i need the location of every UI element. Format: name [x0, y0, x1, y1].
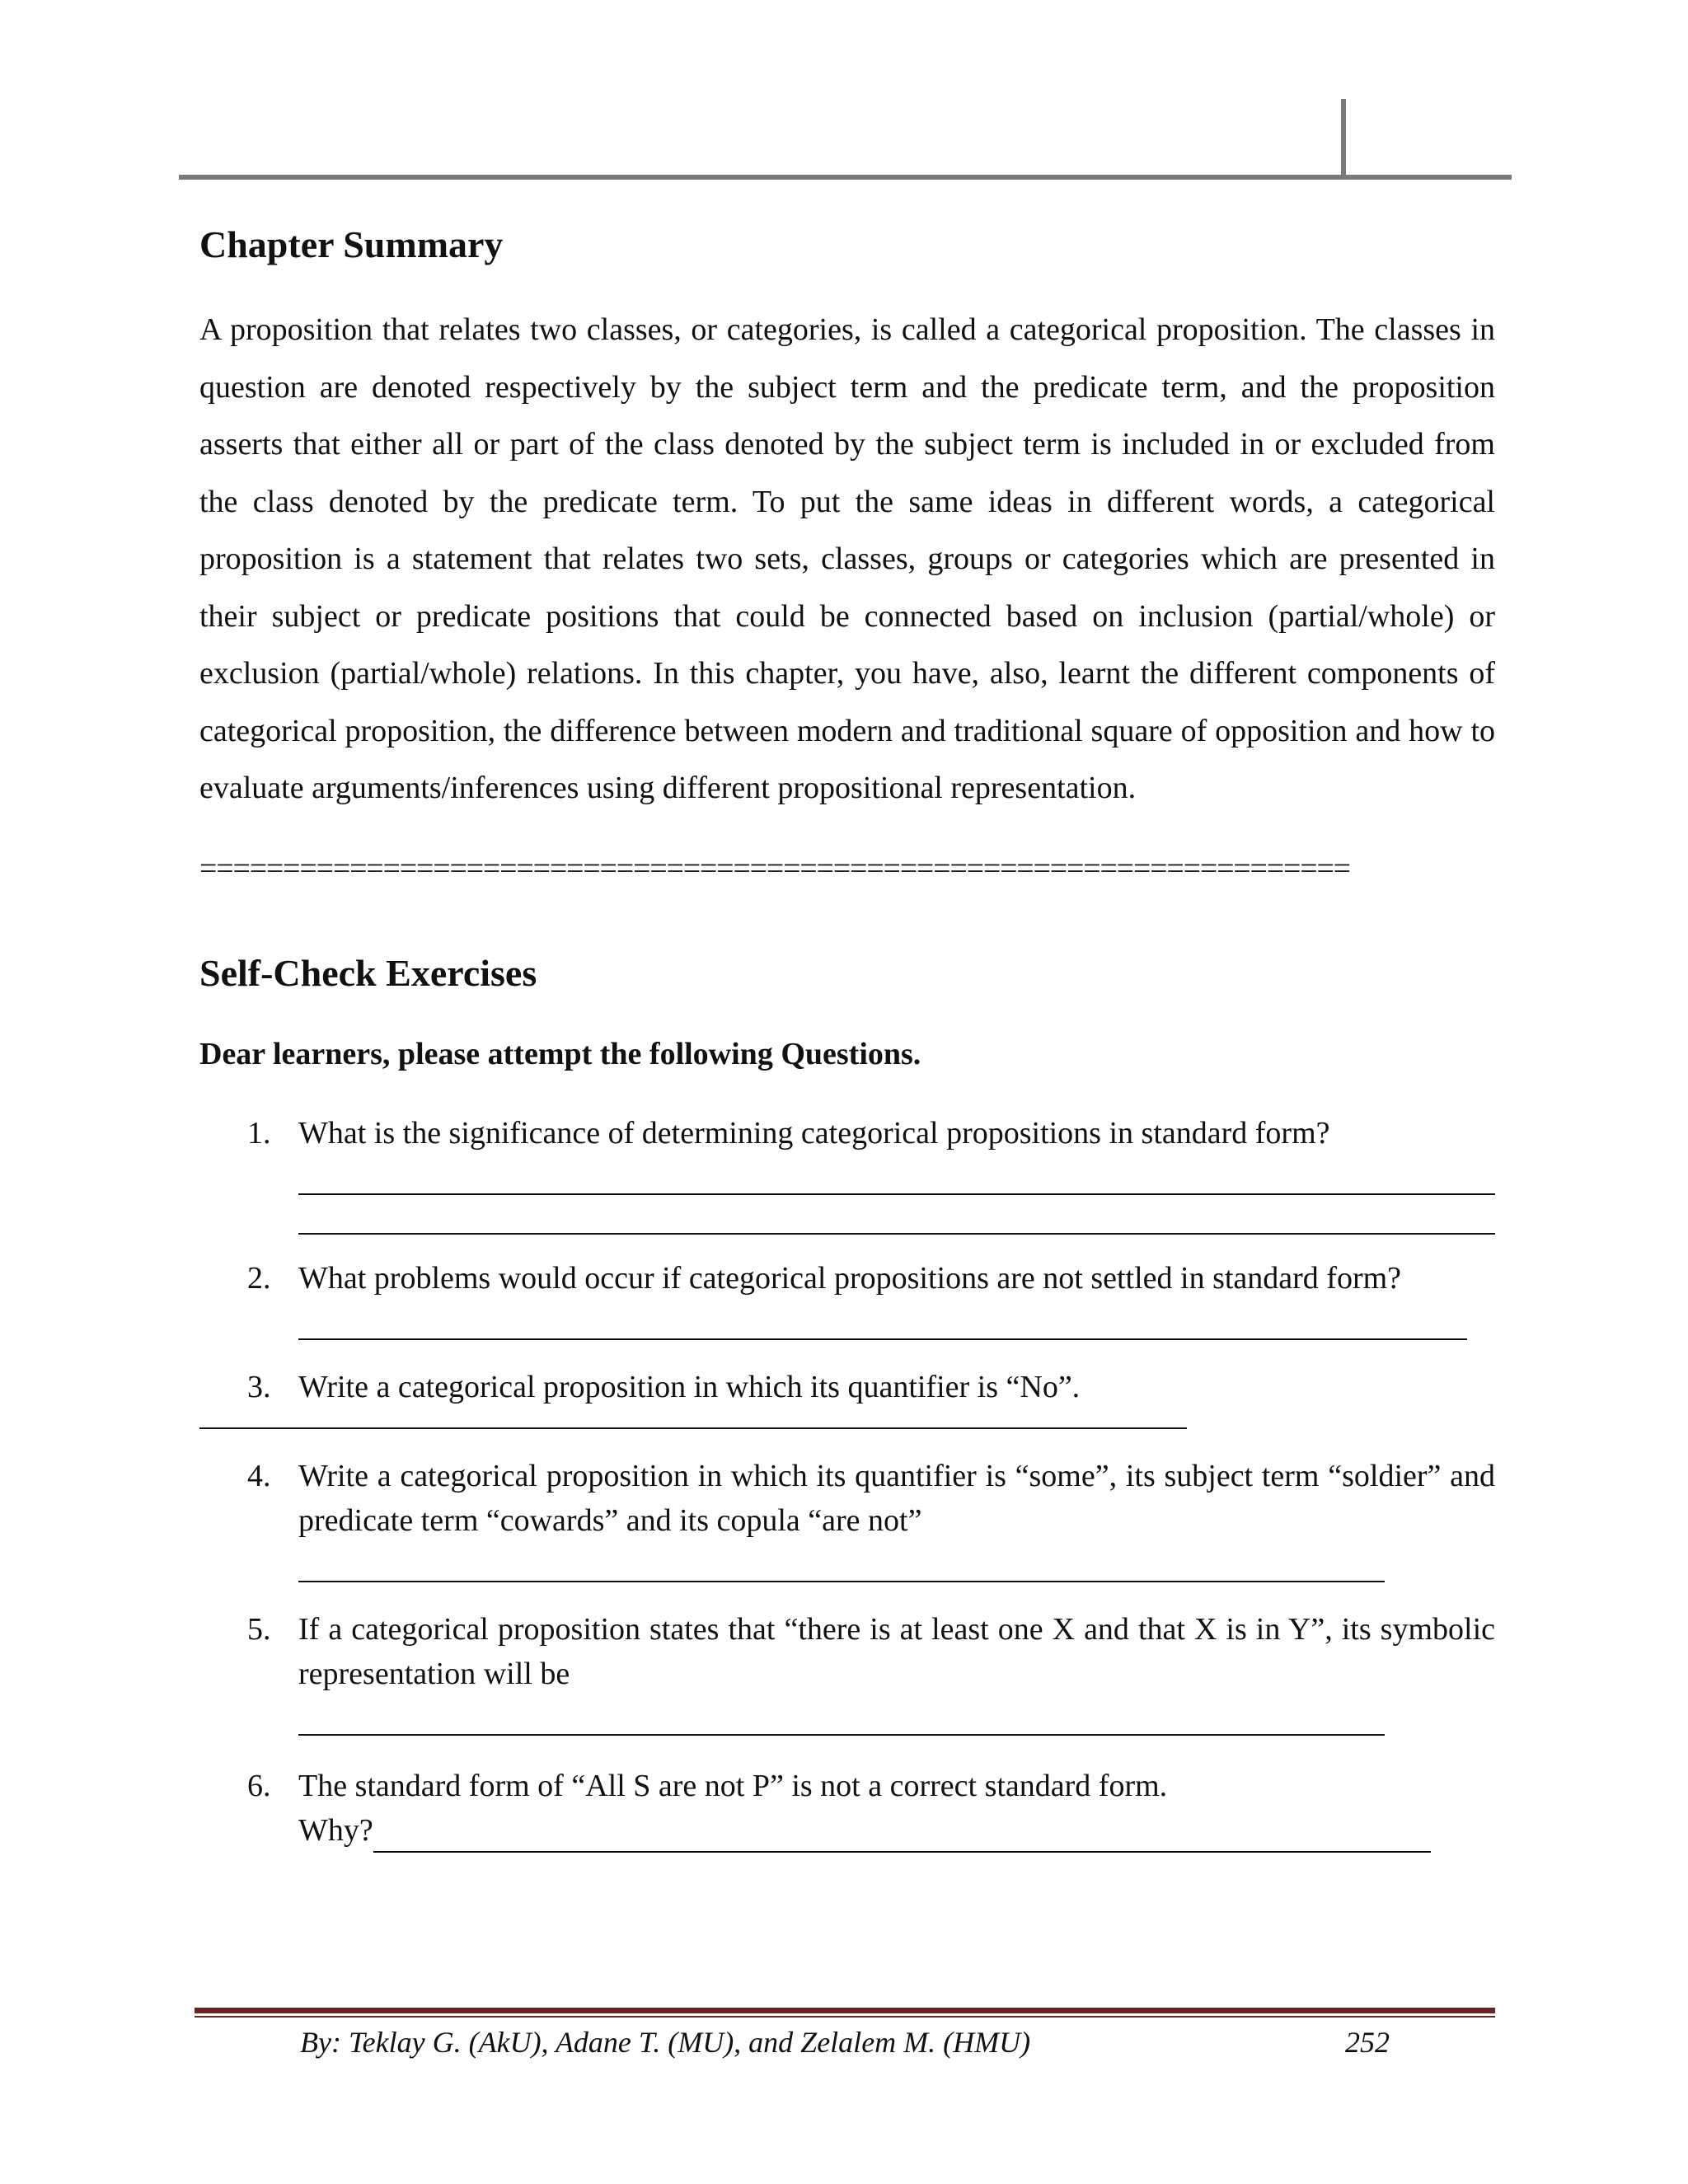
question-5	[199, 1607, 1495, 1736]
question-text: Write a categorical proposition in which its quantifier is “No”.	[298, 1369, 1081, 1404]
footer-rule-thin	[195, 2016, 1495, 2018]
question-number: 1.	[247, 1115, 271, 1151]
why-row	[298, 1808, 1495, 1853]
page-number: 252	[1345, 2026, 1390, 2059]
why-label: Why?	[298, 1812, 373, 1848]
question-text: The standard form of “All S are not P” is not a correct standard form.	[298, 1768, 1168, 1803]
footer-authors: By: Teklay G. (AkU), Adane T. (MU), and Zelalem M. (HMU)	[300, 2026, 1031, 2059]
question-2	[199, 1256, 1495, 1340]
question-number: 2.	[247, 1260, 271, 1296]
answer-line[interactable]	[298, 1543, 1385, 1582]
separator-line: =====================================================================	[199, 851, 1350, 885]
answer-line[interactable]	[298, 1195, 1495, 1235]
question-text: What is the significance of determining categorical propositions in standard form?	[298, 1115, 1330, 1151]
answer-line[interactable]	[298, 1155, 1495, 1195]
answer-line[interactable]	[298, 1301, 1467, 1340]
answer-line[interactable]	[298, 1696, 1385, 1736]
question-3	[199, 1365, 1495, 1429]
header-rule	[179, 175, 1512, 180]
page-content	[199, 216, 1495, 1853]
question-text: Write a categorical proposition in which its quantifier is “some”, its subject term “soldier” and predicate term “cowards” and its copula “are not”	[298, 1458, 1495, 1538]
answer-line[interactable]	[199, 1409, 1187, 1429]
question-text: If a categorical proposition states that “there is at least one X and that X is in Y”, its symbolic representation will be	[298, 1611, 1495, 1691]
question-text: What problems would occur if categorical propositions are not settled in standard form?	[298, 1260, 1402, 1296]
question-number: 3.	[247, 1369, 271, 1404]
question-list	[199, 1111, 1495, 1853]
question-6	[199, 1764, 1495, 1853]
self-check-title: Self-Check Exercises	[199, 951, 537, 994]
answer-line[interactable]	[373, 1815, 1431, 1853]
question-4	[199, 1454, 1495, 1582]
question-number: 4.	[247, 1458, 271, 1493]
footer-rule	[195, 2008, 1495, 2013]
question-number: 5.	[247, 1611, 271, 1647]
header-tab-mark	[1341, 99, 1346, 178]
chapter-summary-paragraph: A proposition that relates two classes, or categories, is called a categorical proposition. The classes in question are denoted respectively by the subject term and the predicate term, and the proposition asserts that either all or part of the class denoted by the subject term is included in or excluded from the class denoted by the predicate term. To put the same ideas in different words, a categorical proposition is a statement that relates two sets, classes, groups or categories which are presented in their subject or predicate positions that could be connected based on inclusion (partial/whole) or exclusion (partial/whole) relations. In this chapter, you have, also, learnt the different components of categorical proposition, the difference between modern and traditional square of opposition and how to evaluate arguments/inferences using different propositional representation.	[199, 312, 1495, 805]
question-number: 6.	[247, 1768, 271, 1803]
question-1	[199, 1111, 1495, 1235]
chapter-summary-title: Chapter Summary	[199, 223, 504, 265]
self-check-instruction: Dear learners, please attempt the following Questions.	[199, 1036, 921, 1071]
